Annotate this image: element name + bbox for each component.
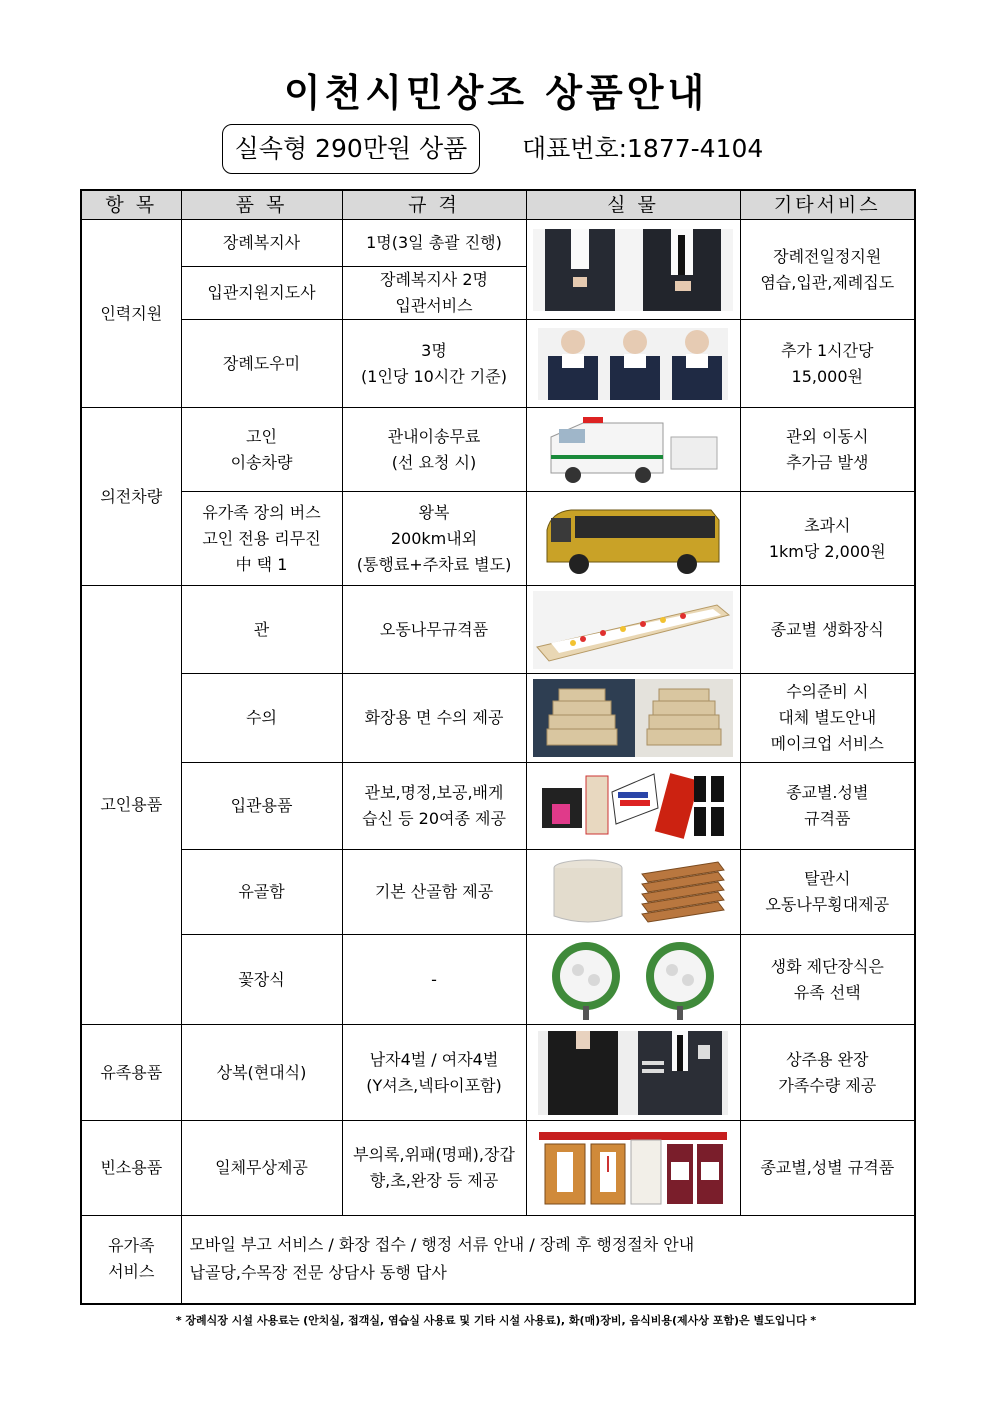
item-cell: 유가족 장의 버스 고인 전용 리무진 中 택 1 bbox=[181, 492, 342, 586]
category-cell: 고인용품 bbox=[81, 586, 181, 1025]
table-row bbox=[81, 1121, 915, 1216]
spec-cell: - bbox=[342, 935, 526, 1025]
extra-cell: 탈관시 오동나무횡대제공 bbox=[740, 850, 915, 935]
photo-shroud bbox=[526, 674, 740, 763]
header-spec: 규 격 bbox=[342, 190, 526, 220]
table-row bbox=[81, 763, 915, 850]
spec-cell: 관보,명정,보공,배게 습신 등 20여종 제공 bbox=[342, 763, 526, 850]
photo-ambulance bbox=[526, 408, 740, 492]
spec-cell: 남자4벌 / 여자4벌 (Y셔츠,넥타이포함) bbox=[342, 1025, 526, 1121]
spec-cell: 1명(3일 총괄 진행) bbox=[342, 220, 526, 267]
header-item: 품 목 bbox=[181, 190, 342, 220]
item-cell: 일체무상제공 bbox=[181, 1121, 342, 1216]
spec-cell: 3명 (1인당 10시간 기준) bbox=[342, 320, 526, 408]
mourning-clothes-photo-icon bbox=[538, 1031, 728, 1115]
extra-cell: 관외 이동시 추가금 발생 bbox=[740, 408, 915, 492]
extra-cell: 종교별.성별 규격품 bbox=[740, 763, 915, 850]
item-cell: 수의 bbox=[181, 674, 342, 763]
photo-coffin bbox=[526, 586, 740, 674]
category-cell: 인력지원 bbox=[81, 220, 181, 408]
category-cell: 유가족 서비스 bbox=[81, 1216, 181, 1304]
photo-urn bbox=[526, 850, 740, 935]
extra-cell: 장례전일정지원 염습,입관,제례집도 bbox=[740, 220, 915, 320]
suits-photo-icon bbox=[533, 229, 733, 311]
header-category: 항 목 bbox=[81, 190, 181, 220]
table-row bbox=[81, 220, 915, 267]
category-cell: 빈소용품 bbox=[81, 1121, 181, 1216]
table-header-row bbox=[81, 190, 915, 220]
table-row bbox=[81, 674, 915, 763]
item-cell: 장례복지사 bbox=[181, 220, 342, 267]
family-service-text: 모바일 부고 서비스 / 화장 접수 / 행정 서류 안내 / 장례 후 행정절차 안내 납골당,수목장 전문 상담사 동행 답사 bbox=[181, 1216, 915, 1304]
header-photo: 실 물 bbox=[526, 190, 740, 220]
category-cell: 의전차량 bbox=[81, 408, 181, 586]
product-table bbox=[80, 189, 916, 1305]
extra-cell: 상주용 완장 가족수량 제공 bbox=[740, 1025, 915, 1121]
photo-mourning-clothes bbox=[526, 1025, 740, 1121]
spec-cell: 오동나무규격품 bbox=[342, 586, 526, 674]
extra-cell: 종교별,성별 규격품 bbox=[740, 1121, 915, 1216]
spec-cell: 부의록,위패(명패),장갑 향,초,완장 등 제공 bbox=[342, 1121, 526, 1216]
extra-cell: 종교별 생화장식 bbox=[740, 586, 915, 674]
spec-cell: 왕복 200km내외 (통행료+주차료 별도) bbox=[342, 492, 526, 586]
table-row bbox=[81, 935, 915, 1025]
photo-altar-items bbox=[526, 1121, 740, 1216]
spec-cell: 관내이송무료 (선 요청 시) bbox=[342, 408, 526, 492]
table-row bbox=[81, 1025, 915, 1121]
item-cell: 고인 이송차량 bbox=[181, 408, 342, 492]
flower-wreath-photo-icon bbox=[538, 940, 728, 1020]
item-cell: 관 bbox=[181, 586, 342, 674]
table-row bbox=[81, 492, 915, 586]
extra-cell: 생화 제단장식은 유족 선택 bbox=[740, 935, 915, 1025]
item-cell: 입관지원지도사 bbox=[181, 267, 342, 320]
footnote: * 장례식장 시설 사용료는 (안치실, 접객실, 염습실 사용료 및 기타 시설 사용료), 화(매)장비, 음식비용(제사상 포함)은 별도입니다 * bbox=[175, 1314, 817, 1327]
altar-items-photo-icon bbox=[535, 1126, 731, 1210]
shroud-photo-icon bbox=[533, 679, 733, 757]
header-extra: 기타서비스 bbox=[740, 190, 915, 220]
photo-staff-suits bbox=[526, 220, 740, 320]
extra-cell: 추가 1시간당 15,000원 bbox=[740, 320, 915, 408]
photo-coffin-items bbox=[526, 763, 740, 850]
ambulance-photo-icon bbox=[543, 415, 723, 485]
table-row bbox=[81, 320, 915, 408]
table-row bbox=[81, 586, 915, 674]
photo-bus bbox=[526, 492, 740, 586]
urn-photo-icon bbox=[538, 854, 728, 930]
category-cell: 유족용품 bbox=[81, 1025, 181, 1121]
table-row bbox=[81, 1216, 915, 1304]
helpers-photo-icon bbox=[538, 328, 728, 400]
table-row bbox=[81, 408, 915, 492]
coffin-items-photo-icon bbox=[538, 768, 728, 844]
item-cell: 유골함 bbox=[181, 850, 342, 935]
item-cell: 입관용품 bbox=[181, 763, 342, 850]
extra-cell: 초과시 1km당 2,000원 bbox=[740, 492, 915, 586]
bus-photo-icon bbox=[541, 500, 725, 578]
table-row bbox=[81, 850, 915, 935]
page-title: 이천시민상조 상품안내 bbox=[283, 71, 709, 115]
item-cell: 꽃장식 bbox=[181, 935, 342, 1025]
spec-cell: 장례복지사 2명 입관서비스 bbox=[342, 267, 526, 320]
photo-flowers bbox=[526, 935, 740, 1025]
spec-cell: 화장용 면 수의 제공 bbox=[342, 674, 526, 763]
coffin-photo-icon bbox=[533, 591, 733, 669]
product-label: 실속형 290만원 상품 bbox=[222, 124, 480, 174]
item-cell: 장례도우미 bbox=[181, 320, 342, 408]
extra-cell: 수의준비 시 대체 별도안내 메이크업 서비스 bbox=[740, 674, 915, 763]
item-cell: 상복(현대식) bbox=[181, 1025, 342, 1121]
spec-cell: 기본 산골함 제공 bbox=[342, 850, 526, 935]
phone-number: 대표번호:1877-4104 bbox=[522, 134, 764, 163]
photo-helpers bbox=[526, 320, 740, 408]
